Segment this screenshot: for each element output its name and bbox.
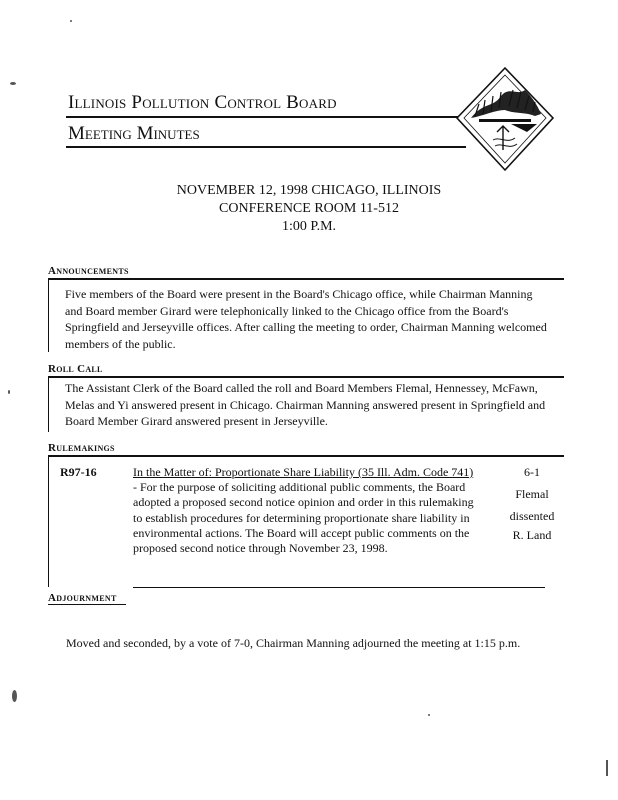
roll-call-margin-line bbox=[48, 376, 49, 432]
scan-speck bbox=[606, 760, 608, 776]
announcements-heading: Announcements bbox=[48, 265, 129, 277]
meeting-date-location: NOVEMBER 12, 1998 CHICAGO, ILLINOIS bbox=[176, 183, 442, 198]
letterhead-rule-top bbox=[66, 116, 466, 118]
scan-speck bbox=[428, 714, 430, 716]
scan-speck bbox=[8, 390, 10, 394]
adjournment-underline bbox=[48, 604, 126, 605]
rulemakings-heading: Rulemakings bbox=[48, 442, 115, 454]
rulemakings-rule bbox=[48, 455, 564, 457]
dissenting-member: Flemal bbox=[515, 487, 549, 501]
board-logo-emblem bbox=[455, 66, 555, 172]
rulemakings-margin-line bbox=[48, 455, 49, 587]
meeting-time: 1:00 P.M. bbox=[281, 219, 337, 234]
scan-speck bbox=[70, 20, 72, 22]
announcements-rule bbox=[48, 278, 564, 280]
roll-call-text: The Assistant Clerk of the Board called the roll and Board Members Flemal, Hennessey, McFawn, Melas and Yi answered present in Chicago. Chairman Manning answered present in Springfield and Board Member Girard answered present in Jerseyville. bbox=[65, 381, 546, 428]
roll-call-heading: Roll Call bbox=[48, 363, 103, 375]
vote-tally: 6-1 bbox=[524, 465, 540, 479]
meeting-room: CONFERENCE ROOM 11-512 bbox=[219, 201, 399, 216]
scan-speck bbox=[10, 82, 16, 85]
board-name: Illinois Pollution Control Board bbox=[68, 92, 337, 113]
rulemakings-bottom-rule bbox=[133, 587, 545, 588]
rulemaking-title: In the Matter of: Proportionate Share Liability (35 Ill. Adm. Code 741) bbox=[133, 465, 474, 479]
rulemaking-description bbox=[133, 465, 478, 556]
roll-call-rule bbox=[48, 376, 564, 378]
staff-initials: R. Land bbox=[512, 528, 552, 542]
scan-speck bbox=[12, 690, 17, 702]
announcements-text: Five members of the Board were present in the Board's Chicago office, while Chairman Manning and Board member Girard were telephonically linked to the Chicago office from the Board's Springfield and Jerseyville offices. After calling the meeting to order, Chairman Manning welcomed members of the public. bbox=[65, 287, 547, 351]
dissent-label: dissented bbox=[509, 509, 555, 523]
rulemaking-summary: - For the purpose of soliciting additional public comments, the Board adopted a proposed second notice opinion and order in this rulemaking to establish procedures for determining proportionate share liability in environmental actions. The Board will accept public comments on the proposed second notice through November 23, 1998. bbox=[133, 480, 474, 556]
document-title: Meeting Minutes bbox=[68, 123, 200, 144]
adjournment-heading: Adjournment bbox=[48, 592, 117, 604]
letterhead-rule-bottom bbox=[66, 146, 466, 148]
rulemaking-docket-id: R97-16 bbox=[60, 465, 97, 479]
adjournment-text: Moved and seconded, by a vote of 7-0, Chairman Manning adjourned the meeting at 1:15 p.m. bbox=[66, 636, 521, 650]
announcements-margin-line bbox=[48, 278, 49, 352]
